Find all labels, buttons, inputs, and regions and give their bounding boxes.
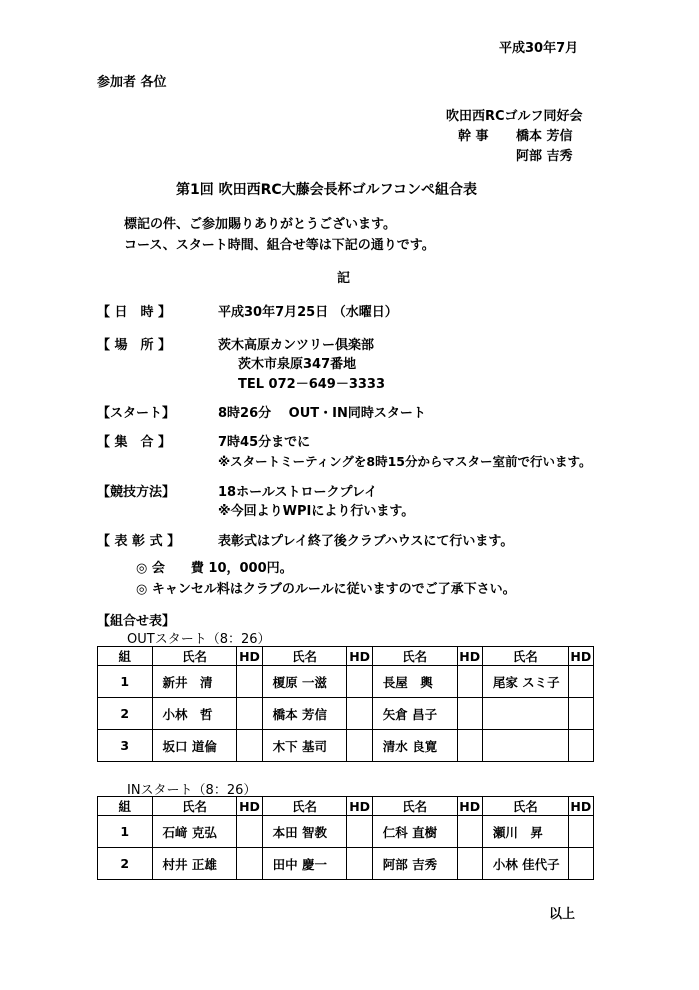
handicap-cell — [347, 730, 372, 762]
header-hd: HD — [237, 797, 262, 816]
header-hd: HD — [568, 647, 593, 666]
player-name: 矢倉 昌子 — [372, 698, 457, 730]
header-hd: HD — [457, 797, 482, 816]
player-name: 長屋 輿 — [372, 666, 457, 698]
detail-value: ※スタートミーティングを8時15分からマスター室前で行います。 — [218, 454, 592, 469]
header-hd: HD — [457, 647, 482, 666]
table-row — [98, 666, 594, 698]
handicap-cell — [347, 848, 372, 880]
player-name — [482, 698, 568, 730]
header-name: 氏名 — [262, 797, 347, 816]
header-name: 氏名 — [262, 647, 347, 666]
in-start-table — [97, 796, 594, 880]
player-name: 仁科 直樹 — [372, 816, 457, 848]
sender-name-1: 橋本 芳信 — [516, 129, 573, 144]
handicap-cell — [237, 698, 262, 730]
player-name: 村井 正雄 — [152, 848, 237, 880]
sender-role: 幹 事 — [458, 129, 489, 144]
detail-value: ※今回よりWPIにより行います。 — [218, 504, 415, 519]
handicap-cell — [568, 848, 593, 880]
detail-value: 8時26分 OUT・IN同時スタート — [218, 406, 426, 421]
header-hd: HD — [237, 647, 262, 666]
detail-label: 【 集 合 】 — [97, 435, 172, 450]
player-name: 尾家 スミ子 — [482, 666, 568, 698]
handicap-cell — [568, 730, 593, 762]
header-group: 組 — [98, 647, 153, 666]
detail-value: 茨木高原カンツリー倶楽部 — [218, 338, 375, 353]
group-number: 2 — [98, 848, 153, 880]
handicap-cell — [457, 698, 482, 730]
header-name: 氏名 — [482, 647, 568, 666]
handicap-cell — [568, 816, 593, 848]
player-name: 木下 基司 — [262, 730, 347, 762]
handicap-cell — [457, 848, 482, 880]
player-name: 阿部 吉秀 — [372, 848, 457, 880]
detail-value: 表彰式はプレイ終了後クラブハウスにて行います。 — [218, 534, 514, 549]
note-cancel: ◎ キャンセル料はクラブのルールに従いますのでご了承下さい。 — [136, 582, 516, 597]
sender-org: 吹田西RCゴルフ同好会 — [446, 109, 583, 124]
detail-label: 【スタート】 — [97, 406, 176, 421]
page-title: 第1回 吹田西RC大藤会長杯ゴルフコンペ組合表 — [176, 182, 477, 198]
table-header-row — [98, 797, 594, 816]
header-name: 氏名 — [152, 797, 237, 816]
group-number: 1 — [98, 816, 153, 848]
player-name: 橋本 芳信 — [262, 698, 347, 730]
player-name: 石﨑 克弘 — [152, 816, 237, 848]
handicap-cell — [237, 848, 262, 880]
detail-label: 【 場 所 】 — [97, 338, 172, 353]
ki-heading: 記 — [337, 271, 351, 286]
header-name: 氏名 — [372, 647, 457, 666]
group-number: 3 — [98, 730, 153, 762]
handicap-cell — [237, 730, 262, 762]
handicap-cell — [237, 666, 262, 698]
player-name: 田中 慶一 — [262, 848, 347, 880]
player-name — [482, 730, 568, 762]
handicap-cell — [457, 730, 482, 762]
table-row — [98, 816, 594, 848]
addressee: 参加者 各位 — [97, 75, 167, 90]
handicap-cell — [237, 816, 262, 848]
header-name: 氏名 — [152, 647, 237, 666]
player-name: 坂口 道倫 — [152, 730, 237, 762]
in-table-caption: INスタート（8：26） — [127, 783, 257, 798]
handicap-cell — [347, 816, 372, 848]
handicap-cell — [568, 698, 593, 730]
sender-name-2: 阿部 吉秀 — [516, 149, 573, 164]
detail-value: 7時45分までに — [218, 435, 311, 450]
group-number: 1 — [98, 666, 153, 698]
out-table-caption: OUTスタート（8：26） — [127, 632, 271, 647]
player-name: 新井 清 — [152, 666, 237, 698]
group-number: 2 — [98, 698, 153, 730]
intro-line-1: 標記の件、ご参加賜りありがとうございます。 — [124, 217, 396, 232]
detail-label: 【競技方法】 — [97, 485, 176, 500]
out-start-table — [97, 646, 594, 762]
header-hd: HD — [568, 797, 593, 816]
player-name: 榎原 一滋 — [262, 666, 347, 698]
detail-value: 平成30年7月25日 （水曜日） — [218, 305, 398, 320]
handicap-cell — [457, 816, 482, 848]
handicap-cell — [347, 666, 372, 698]
header-name: 氏名 — [482, 797, 568, 816]
detail-value: 茨木市泉原347番地 — [238, 357, 357, 372]
intro-line-2: コース、スタート時間、組合せ等は下記の通りです。 — [124, 238, 435, 253]
detail-label: 【 日 時 】 — [97, 305, 172, 320]
header-group: 組 — [98, 797, 153, 816]
table-row — [98, 730, 594, 762]
header-hd: HD — [347, 797, 372, 816]
table-row — [98, 698, 594, 730]
detail-value: 18ホールストロークプレイ — [218, 485, 378, 500]
document-date: 平成30年7月 — [499, 41, 579, 56]
player-name: 小林 哲 — [152, 698, 237, 730]
header-name: 氏名 — [372, 797, 457, 816]
player-name: 瀬川 昇 — [482, 816, 568, 848]
player-name: 本田 智教 — [262, 816, 347, 848]
closing-text: 以上 — [549, 907, 576, 922]
detail-label: 【 表 彰 式 】 — [97, 534, 181, 549]
player-name: 小林 佳代子 — [482, 848, 568, 880]
note-fee: ◎ 会 費 10，000円。 — [136, 561, 293, 576]
handicap-cell — [347, 698, 372, 730]
table-header-row — [98, 647, 594, 666]
detail-value: TEL 072－649－3333 — [238, 377, 386, 392]
table-row — [98, 848, 594, 880]
handicap-cell — [568, 666, 593, 698]
player-name: 清水 良寛 — [372, 730, 457, 762]
handicap-cell — [457, 666, 482, 698]
header-hd: HD — [347, 647, 372, 666]
groups-heading: 【組合せ表】 — [97, 614, 176, 629]
